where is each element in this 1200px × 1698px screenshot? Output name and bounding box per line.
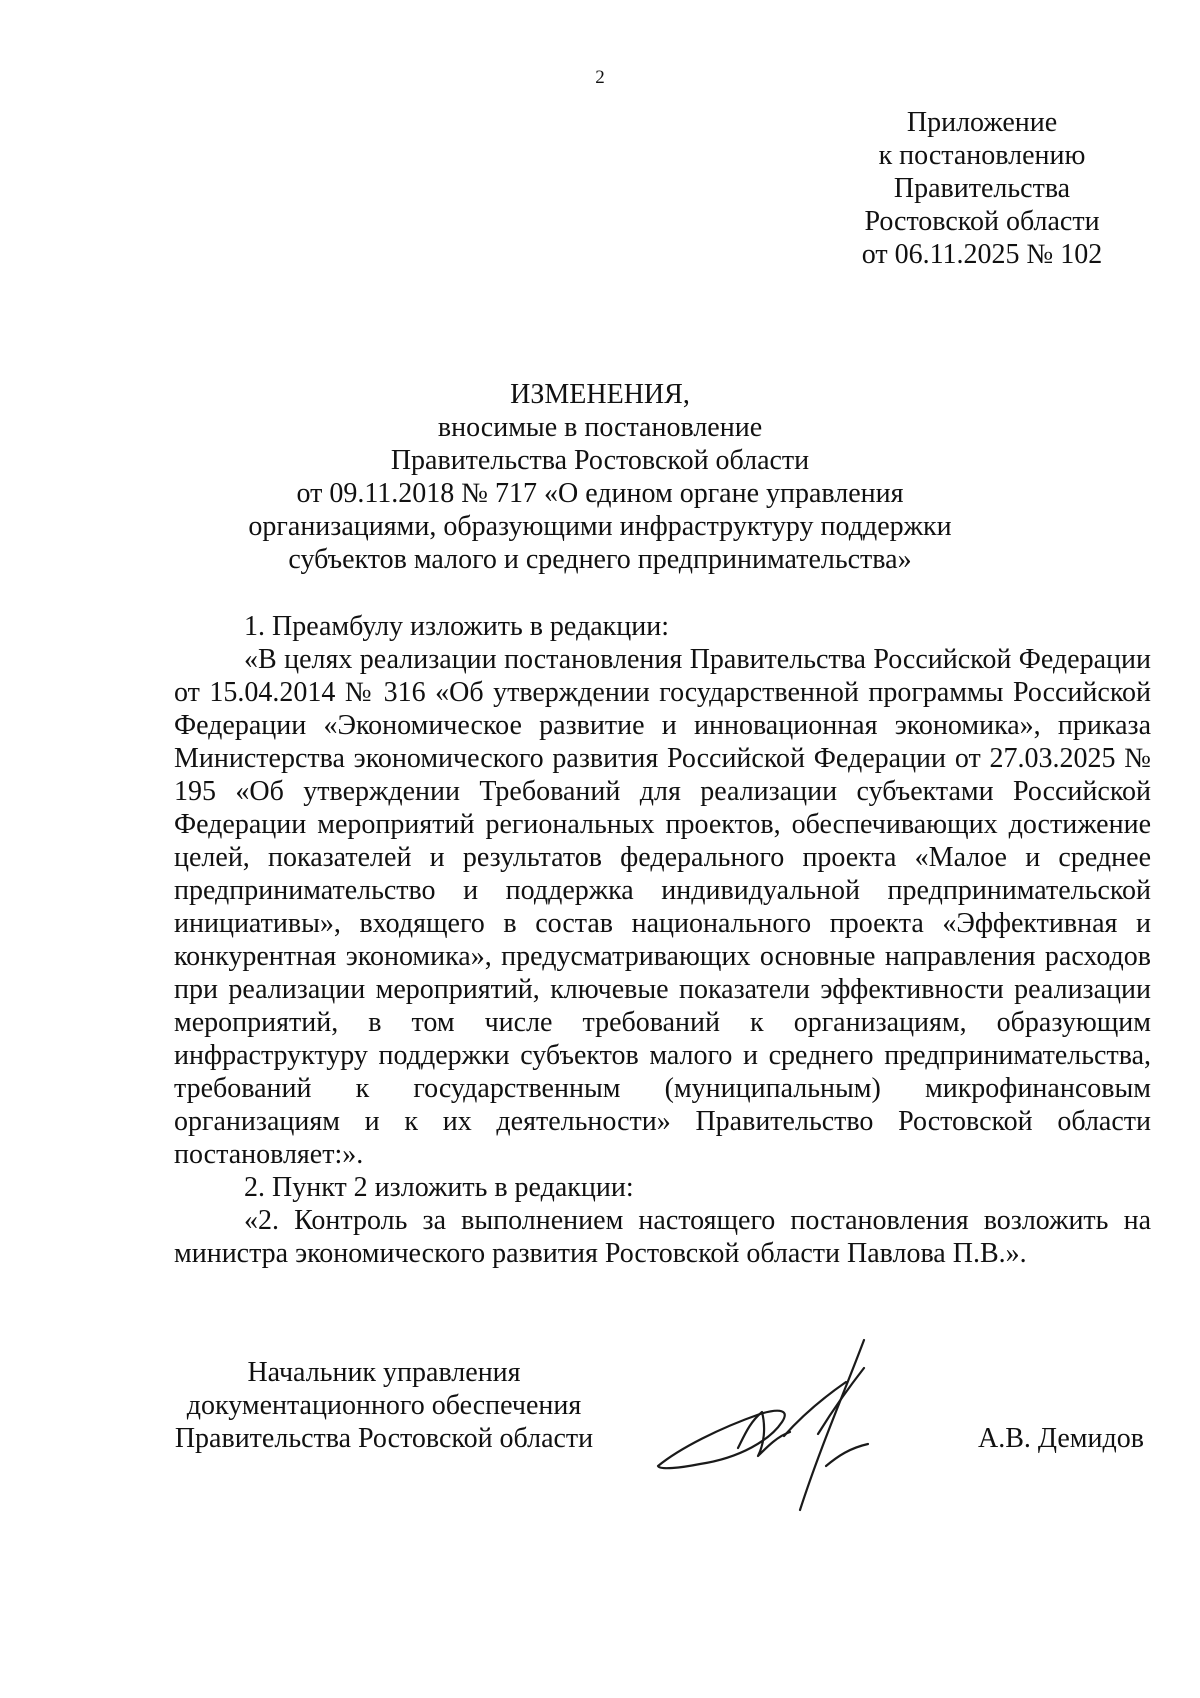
paragraph-item-1: 1. Преамбулу изложить в редакции:: [244, 611, 670, 642]
title-line: вносимые в постановление: [437, 412, 763, 443]
appendix-line: Приложение: [906, 107, 1058, 138]
appendix-line: Ростовской области: [864, 206, 1100, 237]
title-line: от 09.11.2018 № 717 «О едином органе управления: [296, 478, 904, 509]
paragraph-preamble-text: «В целях реализации постановления Правительства Российской Федерации от 15.04.2014 № 316 «Об утверждении государственной программы Российской Федерации «Экономическое развитие и инновационная экономика», приказа Министерства экономического развития Российской Федерации от 27.03.2025 № 195 «Об утверждении Требований для реализации субъектами Российской Федерации мероприятий региональных проектов, обеспечивающих достижение целей, показателей и результатов федерального проекта «Малое и среднее предпринимательство и поддержка индивидуальной предпринимательской инициативы», входящего в состав национального проекта «Эффективная и конкурентная экономика», предусматривающих основные направления расходов при реализации мероприятий, ключевые показатели эффективности реализации мероприятий, в том числе требований к организациям, образующим инфраструктуру поддержки субъектов малого и среднего предпринимательства, требований к государственным (муниципальным) микрофинансовым организациям и к их деятельности» Правительство Ростовской области постановляет:».: [174, 644, 1151, 1170]
title-line: организациями, образующими инфраструктуру поддержки: [248, 511, 952, 542]
appendix-line: к постановлению: [878, 140, 1086, 171]
signer-position-line: Правительства Ростовской области: [174, 1423, 594, 1454]
paragraph-item-2: 2. Пункт 2 изложить в редакции:: [244, 1172, 634, 1203]
appendix-header: [832, 106, 1132, 271]
paragraph-control-text: «2. Контроль за выполнением настоящего постановления возложить на министра экономического развития Ростовской области Павлова П.В.».: [174, 1205, 1151, 1269]
signer-position-line: документационного обеспечения: [186, 1390, 582, 1421]
handwritten-signature: [650, 1338, 920, 1518]
page-number: 2: [595, 67, 605, 88]
title-line: субъектов малого и среднего предпринимательства»: [288, 544, 912, 575]
signer-position-line: Начальник управления: [247, 1357, 521, 1388]
appendix-line: от 06.11.2025 № 102: [861, 239, 1103, 270]
appendix-line: Правительства: [893, 173, 1071, 204]
signer-position: [174, 1356, 594, 1455]
signer-name: А.В. Демидов: [978, 1423, 1144, 1454]
title-heading: ИЗМЕНЕНИЯ,: [510, 379, 690, 410]
document-title: [170, 378, 1030, 576]
document-body: [174, 610, 1151, 1270]
title-line: Правительства Ростовской области: [390, 445, 810, 476]
